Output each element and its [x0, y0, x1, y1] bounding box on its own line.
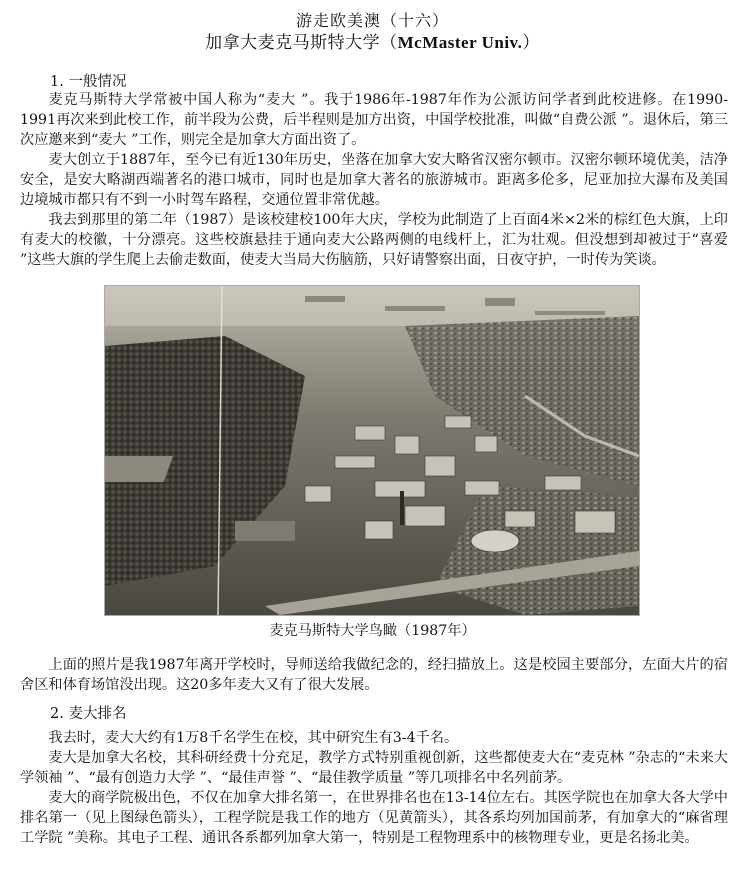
section2-paragraph: 我去时，麦大大约有1万8千名学生在校，其中研究生有3-4千名。: [48, 730, 459, 746]
after-photo-paragraph: 上面的照片是我1987年离开学校时，导师送给我做纪念的，经扫描放上。这是校园主要部分，左面大片的宿舍区和体育场馆没出现。这20多年麦大又有了很大发展。: [20, 657, 728, 693]
page-title: 游走欧美澳（十六）: [295, 11, 449, 30]
section1-paragraph: 我去到那里的第二年（1987）是该校建校100年大庆，学校为此制造了上百面4米×2米的棕红色大旗，上印有麦大的校徽，十分漂亮。这些校旗悬挂于通向麦大公路两侧的电线杆上，汇为壮观。但没想到却被过于“喜爱 ”这些大旗的学生爬上去偷走数面，使麦大当局大伤脑筋，只好请警察出面，日夜守护，一时传为笑谈。: [20, 212, 728, 268]
subtitle-en: McMaster Univ.: [397, 33, 523, 52]
section2-paragraph: 麦大是加拿大名校，其科研经费十分充足，教学方式特别重视创新，这些都使麦大在“麦克林 ”杂志的“未来大学领袖 ”、“最有创造力大学 ”、“最佳声誉 ”、“最佳教学质量 ”等几项排名中名列前茅。: [20, 750, 728, 786]
section2-heading: 2. 麦大排名: [50, 706, 127, 722]
section1-body: [20, 90, 728, 270]
section1-paragraph: 麦大创立于1887年，至今已有近130年历史，坐落在加拿大安大略省汉密尔顿市。汉密尔顿环境优美，洁净安全，是安大略湖西端著名的港口城市，同时也是加拿大著名的旅游城市。距离多伦多，尼亚加拉大瀑布及美国边境城市都只有不到一小时驾车路程，交通位置非常优越。: [20, 152, 728, 208]
subtitle-cn: 加拿大麦克马斯特大学（: [205, 33, 398, 53]
section1-heading: 1. 一般情况: [50, 74, 127, 90]
page-subtitle: [0, 28, 745, 53]
campus-aerial-photo: [105, 286, 639, 615]
subtitle-end: ）: [522, 33, 540, 53]
campus-aerial-image: [105, 286, 639, 615]
after-photo-text: [20, 655, 728, 695]
section2-paragraph: 麦大的商学院极出色，不仅在加拿大排名第一，在世界排名也在13-14位左右。其医学院也在加拿大各大学中排名第一（见上图绿色箭头），工程学院是我工作的地方（见黄箭头），其各系均列加国前茅，有加拿大的“麻省理工学院 ”美称。其电子工程、通讯各系都列加拿大第一，特别是工程物理系中的核物理专业，更是名扬北美。: [20, 790, 728, 846]
photo-caption: 麦克马斯特大学鸟瞰（1987年）: [269, 623, 476, 639]
section1-paragraph: 麦克马斯特大学常被中国人称为“麦大 ”。我于1986年-1987年作为公派访问学者到此校进修。在1990-1991再次来到此校工作，前半段为公费，后半程则是加方出资，中国学校批准，叫做“自费公派 ”。退休后，第三次应邀来到“麦大 ”工作，则完全是加拿大方面出资了。: [20, 92, 728, 148]
section2-body: [20, 728, 728, 848]
